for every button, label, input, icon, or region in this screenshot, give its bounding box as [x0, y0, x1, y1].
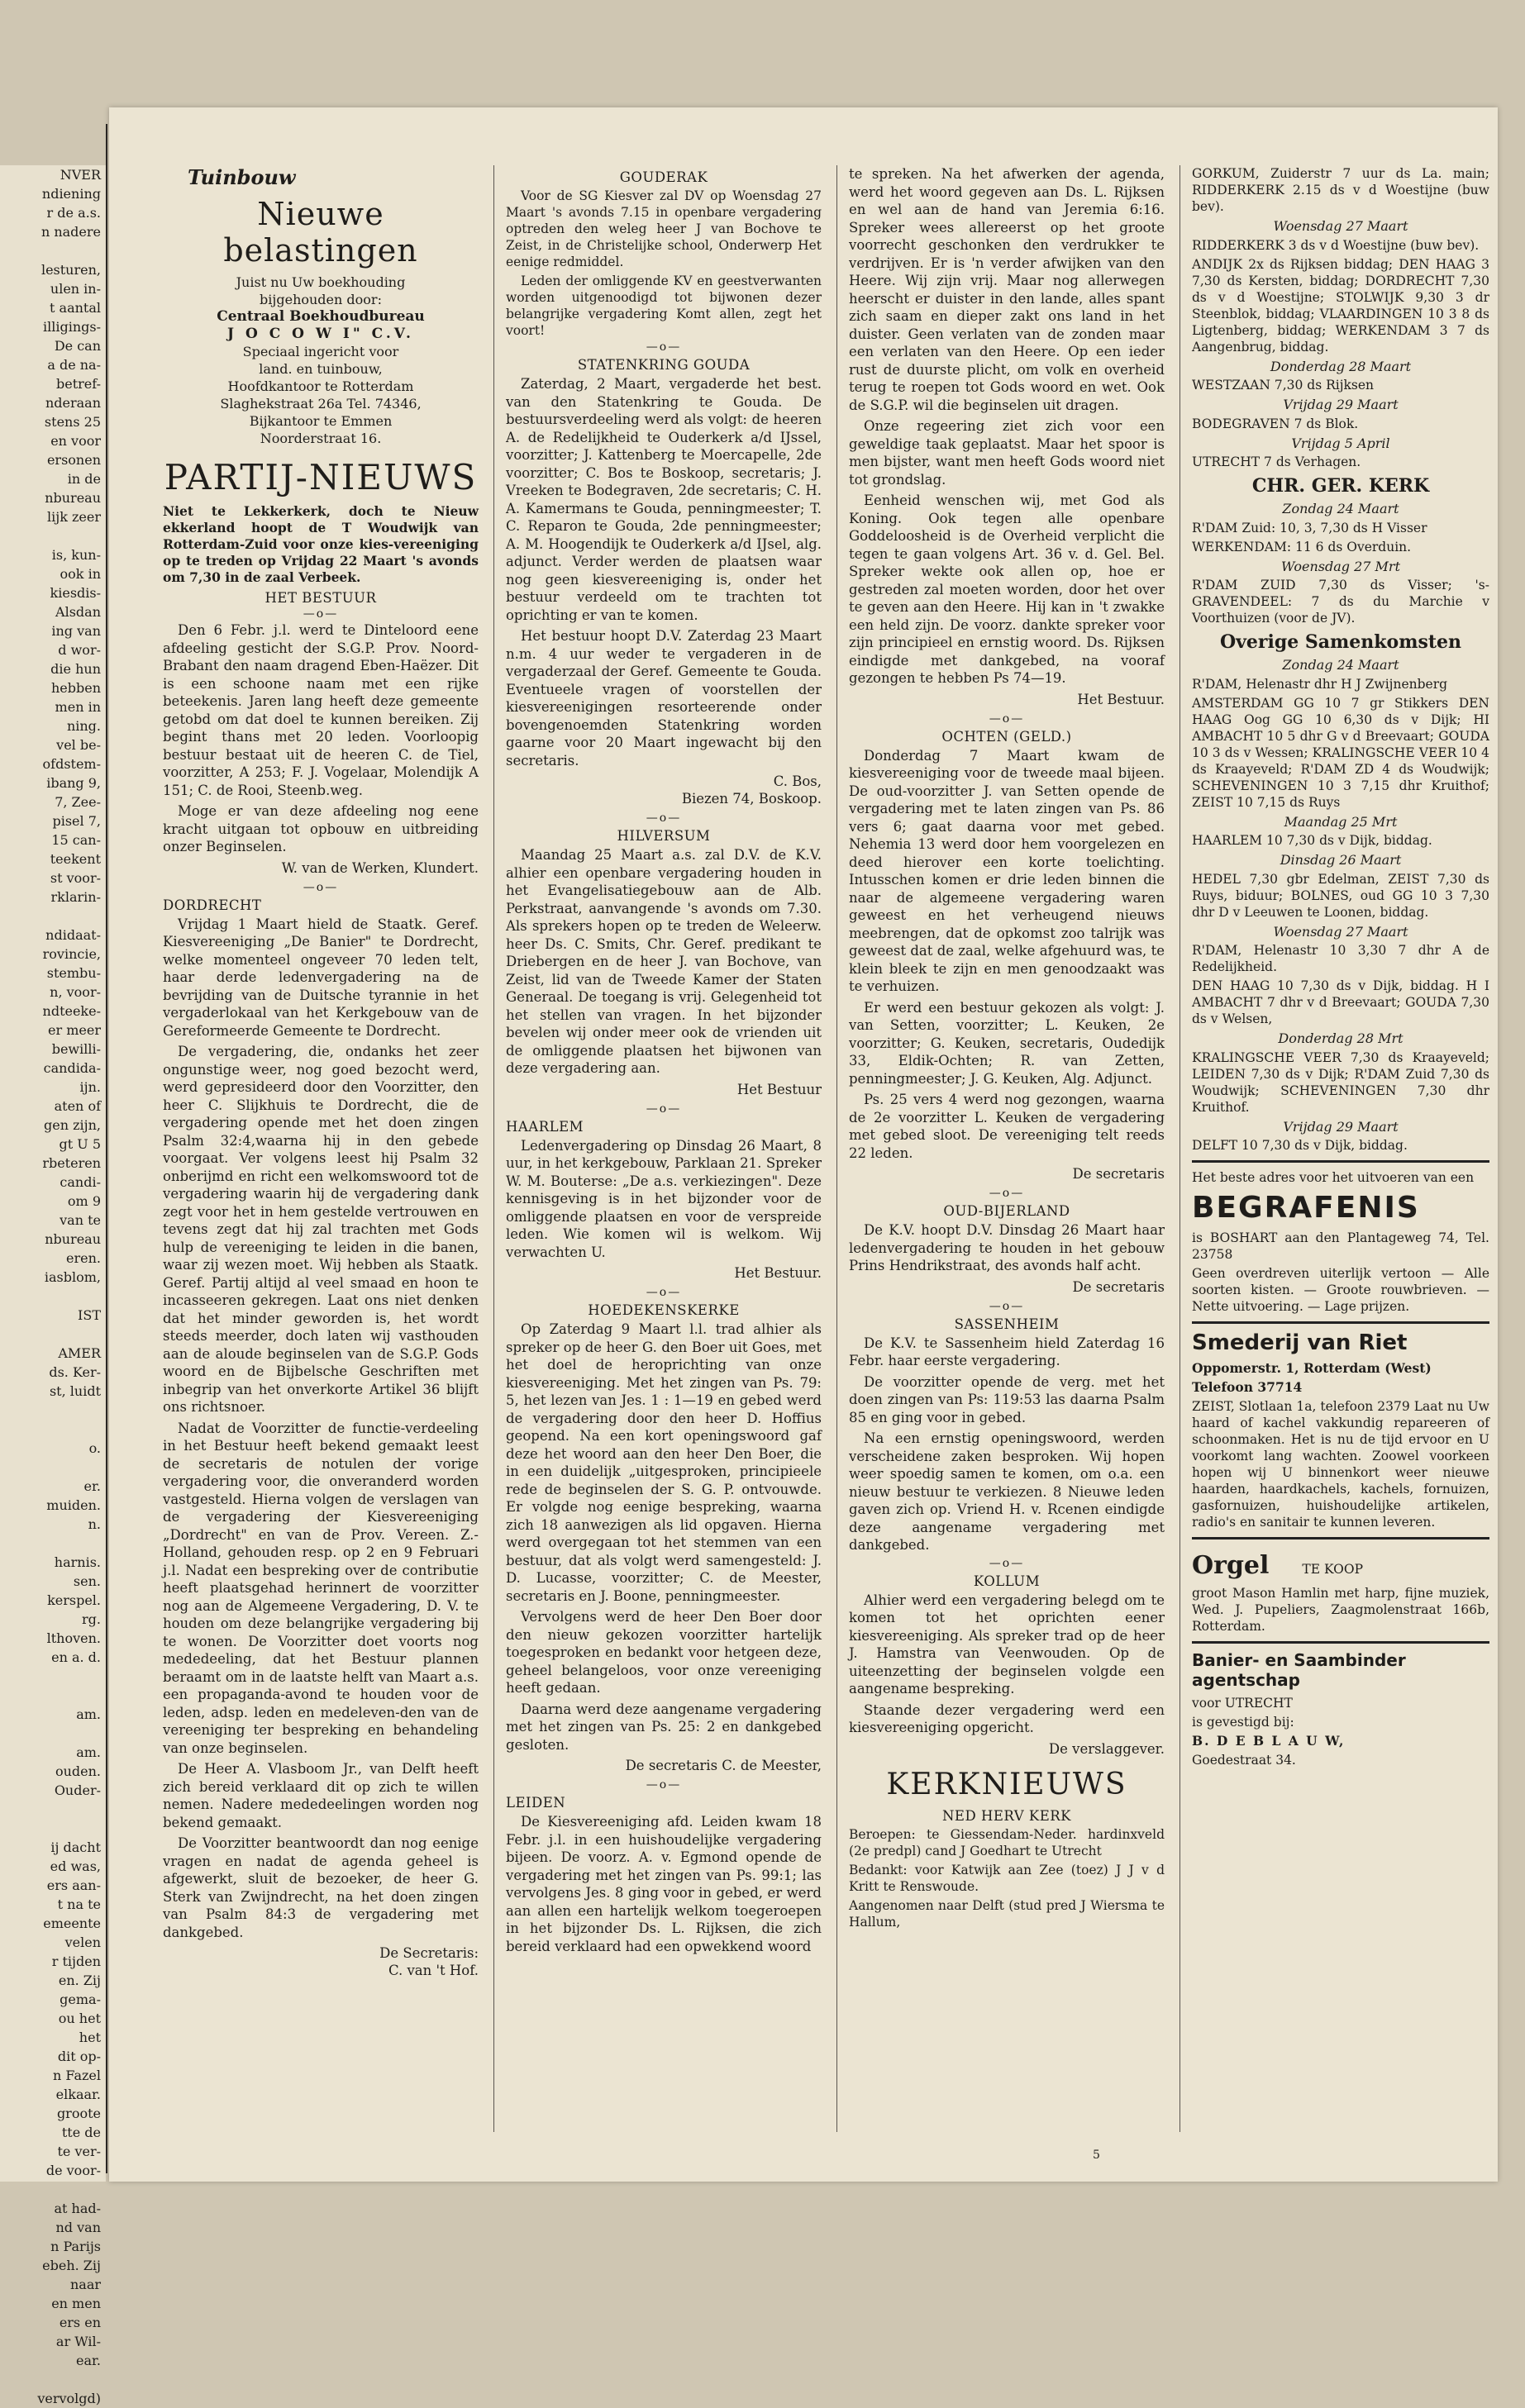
heading-sassenheim: SASSENHEIM	[954, 1316, 1060, 1332]
margin-fragment: sen.	[73, 1573, 101, 1589]
margin-fragment: nbureau	[45, 1231, 101, 1247]
divider	[1192, 1321, 1489, 1324]
margin-fragment: ds. Ker-	[49, 1364, 101, 1380]
margin-fragment: r de a.s.	[46, 205, 101, 221]
margin-fragment: men in	[55, 699, 101, 715]
day-heading: Vrijdag 29 Maart	[1283, 1118, 1399, 1135]
listing-item: R'DAM, Helenastr dhr H J Zwijnenberg	[1192, 676, 1448, 692]
margin-fragment: groote	[56, 2106, 101, 2121]
margin-fragment: candida-	[43, 1060, 101, 1076]
advert-line: bijgehouden door:	[260, 292, 382, 307]
heading-gouderak: GOUDERAK	[619, 169, 708, 185]
listing-item: R'DAM Zuid: 10, 3, 7,30 ds H Visser	[1192, 520, 1427, 535]
article-paragraph: De K.V. hoopt D.V. Dinsdag 26 Maart haar ledenvergadering te houden in het gebouw Prins Hendrikstraat, des avonds half acht.	[849, 1222, 1165, 1273]
margin-fragment: muiden.	[46, 1497, 101, 1513]
listing-item: UTRECHT 7 ds Verhagen.	[1192, 454, 1361, 469]
article-paragraph: Onze regeering ziet zich voor een geweldige taak geplaatst. Maar het spoor is men bijster, want men heeft Gods woord niet tot grondslag.	[849, 418, 1165, 488]
listing-item: R'DAM, Helenastr 10 3,30 7 dhr A de Redelijkheid.	[1192, 943, 1489, 974]
day-heading: Woensdag 27 Maart	[1273, 218, 1408, 234]
margin-fragment: lthoven.	[46, 1630, 101, 1646]
jocow-advert	[163, 274, 479, 447]
article-paragraph: Den 6 Febr. j.l. werd te Dinteloord eene afdeeling gesticht der S.G.P. Prov. Noord-Brabant den naam dragend Eben-Haëzer. Dit is een schoone naam met een rijke beteekenis. Jaren lang heeft deze gemeente getobd om dat doel te kunnen bereiken. Zij begint thans met 20 leden. Voorloopig bestuur bestaat uit de heeren C. de Tiel, voorzitter, A 253; F. J. Vogelaar, Molendijk A 151; C. de Rooi, Steenb.weg.	[163, 622, 479, 798]
advert-line: Speciaal ingericht voor	[242, 344, 399, 359]
margin-fragment: gema-	[60, 1992, 101, 2007]
article-paragraph: Alhier werd een vergadering belegd om te komen tot het oprichten eener kiesvereeniging. Als spreker trad op de heer J. Hamstra van Veenwouden. Op de uiteenzetting der beginselen volgde een aangename bespreking.	[849, 1592, 1165, 1697]
margin-fragment	[0, 1401, 106, 1420]
listing-item: ANDIJK 2x ds Rijksen biddag; DEN HAAG 3 7,30 ds Kersten, biddag; DORDRECHT 7,30 ds v d Woestijne; STOLWIJK 9,30 3 dr Steenblok, biddag; VLAARDINGEN 10 3 8 ds Ligtenberg, biddag; WERKENDAM 3 7 ds Aangenbrug, biddag.	[1192, 256, 1489, 355]
margin-fragment: t na te	[57, 1896, 101, 1912]
listing-item: AMSTERDAM GG 10 7 gr Stikkers DEN HAAG Oog GG 10 6,30 ds v Dijk; HI AMBACHT 10 5 dhr G v d Breevaart; GOUDA 10 3 ds v Wessen; KRALINGSCHE VEER 10 4 ds Kraayeveld; R'DAM ZD 4 ds Woudwijk; SCHEVENINGEN 10 3 7,15 dhr Kruithof; ZEIST 10 7,15 ds Ruys	[1192, 695, 1489, 810]
margin-fragment: te ver-	[57, 2144, 101, 2159]
article-paragraph: De Heer A. Vlasboom Jr., van Delft heeft zich bereid verklaard dit op zich te willen nemen. Nadere mededeelingen worden nog bekend gemaakt.	[163, 1761, 479, 1830]
margin-fragment: NVER	[60, 167, 101, 183]
heading-kollum: KOLLUM	[973, 1573, 1041, 1589]
page-gutter-rule	[106, 124, 107, 2173]
listing-item: BODEGRAVEN 7 ds Blok.	[1192, 416, 1359, 431]
headline-nieuwe-belastingen: Nieuwe belastingen	[223, 196, 418, 269]
advert-text: B. D E B L A U W,	[1192, 1733, 1346, 1749]
margin-fragment: in de	[67, 471, 101, 487]
article-paragraph: Leden der omliggende KV en geestverwanten worden uitgenoodigd tot bijwonen dezer belangrijke vergadering Komt allen, zegt het voort!	[506, 274, 822, 338]
margin-fragment: naar	[69, 2277, 101, 2292]
margin-fragment: IST	[78, 1307, 101, 1323]
margin-fragment: at had-	[54, 2201, 101, 2216]
article-paragraph: Het bestuur hoopt D.V. Zaterdag 23 Maart n.m. 4 uur weder te vergaderen in de vergaderzaal der Geref. Gemeente te Gouda. Eventueele vragen of voorstellen der kiesvereenigingen resorteerende onder bovengenoemden Statenkring worden gaarne voor 20 Maart ingewacht bij den secretaris.	[506, 628, 822, 769]
margin-fragment: De can	[54, 338, 101, 354]
heading-ned-herv-kerk: NED HERV KERK	[941, 1807, 1071, 1824]
notice-signature: HET BESTUUR	[264, 590, 377, 606]
margin-fragment: ouden.	[55, 1763, 101, 1779]
margin-fragment: ning.	[66, 718, 101, 734]
heading-statenkring-gouda: STATENKRING GOUDA	[577, 357, 751, 373]
separator: —o—	[646, 1778, 682, 1792]
listing-item: RIDDERKERK 3 ds v d Woestijne (buw bev).	[1192, 237, 1480, 253]
margin-fragment	[0, 907, 106, 926]
listing-item: KRALINGSCHE VEER 7,30 ds Kraayeveld; LEIDEN 7,30 ds v Dijk; R'DAM Zuid 7,30 ds Woudwijk; SCHEVENINGEN 7,30 dhr Kruithof.	[1192, 1049, 1489, 1115]
article-paragraph: Voor de SG Kiesver zal DV op Woensdag 27 Maart 's avonds 7.15 in openbare vergadering optreden den weleg heer J van Bochove te Zeist, in de Christelijke school, Onderwerp Het eenige redmiddel.	[506, 188, 822, 269]
day-heading: Woensdag 27 Maart	[1273, 923, 1408, 940]
begrafenis-intro: Het beste adres voor het uitvoeren van een	[1192, 1170, 1475, 1185]
margin-fragment: ndteeke-	[42, 1003, 101, 1019]
advert-orgel-header	[1192, 1546, 1489, 1585]
separator: —o—	[989, 1187, 1025, 1200]
margin-fragment: a de na-	[47, 357, 101, 373]
column-rule	[836, 165, 837, 2132]
column-2	[506, 165, 822, 2140]
advert-text: groot Mason Hamlin met harp, fijne muziek, Wed. J. Pupeliers, Zaagmolenstraat 166b, Rotterdam.	[1192, 1586, 1489, 1634]
listing-item: GORKUM, Zuiderstr 7 uur ds La. main; RIDDERKERK 2.15 ds v d Woestijne (buw bev).	[1192, 166, 1489, 214]
advert-banier-title: Banier- en Saambinder agentschap	[1192, 1650, 1406, 1690]
heading-hoedekenskerke: HOEDEKENSKERKE	[588, 1302, 740, 1318]
column-3	[849, 165, 1165, 2140]
previous-page-edge	[0, 165, 106, 2406]
article-signature: De Secretaris:	[379, 1945, 479, 1961]
margin-fragment: illigings-	[43, 319, 101, 335]
article-paragraph: Eenheid wenschen wij, met God als Koning. Ook tegen alle openbare Goddeloosheid is de Overheid verplicht die tegen te gaan volgens Art. 36 v. d. Gel. Bel. Spreker wekte ook allen op, hoe er gestreden zal moeten worden, door het over te geven aan den Heere. Hij kan in 't zwakke een held zijn. De voorz. dankte spreker voor zijn principieel en ernstig woord. Ds. Rijksen eindigde met dankgebed, na vooraf gezongen te hebben Ps 74—19.	[849, 493, 1165, 686]
article-signature: De secretaris	[1072, 1166, 1165, 1182]
margin-fragment	[0, 2180, 106, 2199]
heading-overige-samenkomsten: Overige Samenkomsten	[1219, 631, 1462, 653]
article-signature: W. van de Werken, Klundert.	[281, 859, 479, 876]
margin-fragment: teekent	[50, 851, 101, 867]
kicker-tuinbouw: Tuinbouw	[188, 165, 296, 189]
margin-fragment: betref-	[55, 376, 101, 392]
margin-fragment: ofdstem-	[42, 756, 101, 772]
article-paragraph: De vergadering, die, ondanks het zeer ongunstige weer, nog goed bezocht werd, werd gepresideerd door den Voorzitter, den heer C. Slijkhuis te Dordrecht, die de vergadering opende met het doen zingen Psalm 32:4,waarna hij in den gebede voorgaat. Ver volgens leest hij Psalm 32 onberijmd en richt een welkomswoord tot de vergadering waarin hij de vergadering dank zegt voor het in hem gestelde vertrouwen en tevens zegt dat hij zal trachten met Gods hulp de vereeniging te leiden in die banen, waar zij wezen moet. Wij hebben als Staatk. Geref. Partij altijd al veel smaad en hoon te incasseeren gekregen. Laat ons niet denken dat het minder geworden is, het wordt steeds meerder, doch laten wij vasthouden aan de aloude beginselen van de S.G.P. Gods woord en de Bijbelsche Geschriften met inbegrip van het onverkorte Artikel 36 blijft ons richtsnoer.	[163, 1044, 479, 1415]
article-signature: C. Bos,	[773, 773, 822, 789]
margin-fragment: tte de	[61, 2125, 101, 2140]
margin-fragment: n Fazel	[53, 2068, 101, 2083]
article-signature: Biezen 74, Boskoop.	[681, 791, 822, 807]
article-signature: Het Bestuur.	[734, 1265, 822, 1281]
article-paragraph: Daarna werd deze aangename vergadering met het zingen van Ps. 25: 2 en dankgebed gesloten.	[506, 1701, 822, 1753]
margin-fragment: velen	[64, 1934, 101, 1950]
margin-fragment	[0, 2370, 106, 2389]
margin-fragment: n Parijs	[50, 2239, 101, 2254]
advert-line: Hoofdkantoor te Rotterdam	[227, 378, 414, 394]
margin-fragment: eren.	[66, 1250, 101, 1266]
advert-line: Juist nu Uw boekhouding	[236, 274, 406, 290]
listing-item: HEDEL 7,30 gbr Edelman, ZEIST 7,30 ds Ruys, biduur; BOLNES, oud GG 10 3 7,30 dhr D v Leeuwen te Loonen, biddag.	[1192, 871, 1489, 920]
margin-fragment: r tijden	[51, 1954, 101, 1969]
column-4	[1192, 165, 1489, 2140]
separator: —o—	[646, 1286, 682, 1299]
newspaper-page	[109, 107, 1498, 2182]
margin-fragment	[0, 1325, 106, 1344]
margin-fragment	[0, 241, 106, 260]
margin-fragment: het	[79, 2030, 101, 2045]
margin-fragment: ers en	[59, 2315, 101, 2330]
advert-text: is BOSHART aan den Plantageweg 74, Tel. 23758	[1192, 1230, 1489, 1262]
article-paragraph: Op Zaterdag 9 Maart l.l. trad alhier als spreker op de heer G. den Boer uit Goes, met het doel de heroprichting van onze kiesvereeniging. Met het zingen van Ps. 79: 5, het lezen van Jes. 1 : 1—19 en gebed werd de vergadering door den heer D. Hoffius geopend. Na een kort openingswoord gaf deze het woord aan den heer Den Boer, die in een duidelijk „uitgesproken, principieele rede de beginselen der S. G. P. ontvouwde. Er volgde nog eenige bespreking, waarna zich 18 aanwezigen als lid opgaven. Hierna werd overgegaan tot het stemmen van een bestuur, dat als volgt werd samengesteld: J. D. Lucasse, voorzitter; C. de Meester, secretaris en J. Boone, penningmeester.	[506, 1321, 822, 1604]
article-signature: De secretaris	[1072, 1278, 1165, 1295]
article-paragraph: De K.V. te Sassenheim hield Zaterdag 16 Febr. haar eerste vergadering.	[849, 1335, 1165, 1368]
article-paragraph: Ps. 25 vers 4 werd nog gezongen, waarna de 2e voorzitter L. Keuken de vergadering met gebed sloot. De vereeniging telt reeds 22 leden.	[849, 1092, 1165, 1161]
heading-dordrecht: DORDRECHT	[163, 897, 262, 913]
notice-text: Niet te Lekkerkerk, doch te Nieuw ekkerland hoopt de T Woudwijk van Rotterdam-Zuid voor onze kies-vereeniging op te treden op Vrijdag 22 Maart 's avonds om 7,30 in de zaal Verbeek.	[163, 503, 479, 585]
article-paragraph: Donderdag 7 Maart kwam de kiesvereeniging voor de tweede maal bijeen. De oud-voorzitter J. van Setten opende de vergadering met te laten zingen van Ps. 86 vers 6; gaat daarna voor met gebed. Nehemia 13 werd door hem voorgelezen en deed hierover een korte toelichting. Intusschen komen er drie leden binnen die naar de algemeene vergadering waren geweest en het verheugend nieuws meebrengen, dat de opkomst zoo talrijk was geweest dat de zaal, welke afgehuurd was, te klein bleek te zijn en men genoodzaakt was te verhuizen.	[849, 747, 1165, 994]
margin-fragment: ook in	[60, 566, 101, 582]
margin-fragment: vel be-	[56, 737, 101, 753]
divider	[1192, 1537, 1489, 1540]
article-paragraph: Nadat de Voorzitter de functie-verdeeling in het Bestuur heeft bekend gemaakt leest de secretaris de notulen der vorige vergadering voor, die onveranderd worden vastgesteld. Hierna volgen de verslagen van de vergadering der Kiesvereeniging „Dordrecht" en van de Prov. Vereen. Z.-Holland, gehouden resp. op 2 en 9 Februari j.l. Nadat een bespreking over de contributie heeft plaatsgehad herinnert de voorzitter nog aan de Algemeene Vergadering, D. V. te houden om deze belangrijke vergadering bij te wonen. De Voorzitter doet voorts nog mededeeling, dat het Bestuur plannen beraamt om in de laatste helft van Maart a.s. een propaganda-avond te houden voor de leden, adsp. leden en medeleven-den van de vereeniging ter bespreking en behandeling van onze beginselen.	[163, 1420, 479, 1756]
margin-fragment: lesturen,	[41, 262, 101, 278]
margin-fragment: en a. d.	[51, 1649, 101, 1665]
margin-fragment: n nadere	[41, 224, 101, 240]
column-rule	[1179, 165, 1180, 2132]
margin-fragment	[0, 1819, 106, 1838]
advert-line: Slaghekstraat 26a Tel. 74346,	[220, 396, 422, 412]
heading-haarlem: HAARLEM	[506, 1118, 584, 1135]
article-paragraph: De voorzitter opende de verg. met het doen zingen van Ps: 119:53 las daarna Psalm 85 en ging voor in gebed.	[849, 1373, 1165, 1425]
margin-fragment: ijn.	[79, 1079, 101, 1095]
margin-fragment: vervolgd)	[37, 2391, 101, 2406]
margin-fragment: lijk zeer	[47, 509, 101, 525]
margin-fragment	[0, 1458, 106, 1477]
article-signature: De verslaggever.	[1048, 1740, 1165, 1757]
separator: —o—	[303, 607, 339, 621]
margin-fragment	[0, 1287, 106, 1306]
margin-fragment: emeente	[43, 1915, 101, 1931]
day-heading: Vrijdag 5 April	[1291, 435, 1390, 451]
advert-text: is gevestigd bij:	[1192, 1715, 1294, 1730]
margin-fragment: hebben	[50, 680, 101, 696]
margin-fragment: en men	[51, 2296, 101, 2311]
margin-fragment: n, voor-	[50, 984, 101, 1000]
listing-item: R'DAM ZUID 7,30 ds Visser; 's-GRAVENDEEL: 7 ds du Marchie v Voorthuizen (voor de JV).	[1192, 578, 1489, 626]
advert-text: Goedestraat 34.	[1192, 1753, 1296, 1768]
margin-fragment: om 9	[67, 1193, 101, 1209]
margin-fragment: die hun	[50, 661, 101, 677]
margin-fragment: rklarin-	[50, 889, 101, 905]
margin-fragment: dit op-	[57, 2049, 101, 2064]
page-number: 5	[1093, 2149, 1100, 2162]
separator: —o—	[646, 811, 682, 825]
article-paragraph: Staande dezer vergadering werd een kiesvereeniging opgericht.	[849, 1701, 1165, 1735]
separator: —o—	[989, 711, 1025, 726]
article-paragraph: Ledenvergadering op Dinsdag 26 Maart, 8 uur, in het kerkgebouw, Parklaan 21. Spreker W. M. Bouterse: „De a.s. verkiezingen". Deze kennisgeving is in het bijzonder voor de omliggende plaatsen en voor de verspreide leden. Wie komen wil is welkom. Wij verwachten U.	[506, 1137, 822, 1260]
margin-fragment: o.	[88, 1440, 101, 1456]
margin-fragment: kiesdis-	[50, 585, 101, 601]
margin-fragment: er.	[83, 1478, 101, 1494]
margin-fragment: Alsdan	[55, 604, 101, 620]
margin-fragment: gen zijn,	[44, 1117, 101, 1133]
margin-fragment: rg.	[82, 1611, 101, 1627]
advert-line: J O C O W I" C.V.	[227, 326, 414, 342]
margin-fragment: ear.	[76, 2353, 101, 2368]
margin-fragment: st, luidt	[49, 1383, 101, 1399]
column-1	[163, 165, 479, 2140]
article-paragraph: Moge er van deze afdeeling nog eene kracht uitgaan tot opbouw en uitbreiding onzer Beginselen.	[163, 803, 479, 854]
margin-fragment: van te	[60, 1212, 101, 1228]
margin-fragment: de voor-	[45, 2163, 101, 2178]
article-signature: C. van 't Hof.	[388, 1963, 479, 1978]
heading-oud-bijerland: OUD-BIJERLAND	[943, 1203, 1070, 1219]
separator: —o—	[989, 1299, 1025, 1313]
separator: —o—	[989, 1556, 1025, 1570]
advert-text: Geen overdreven uiterlijk vertoon — Alle soorten kisten. — Groote rouwbrieven. — Nette uitvoering. — Lage prijzen.	[1192, 1266, 1489, 1314]
article-paragraph: Na een ernstig openingswoord, werden verscheidene zaken besproken. Wij hopen weer spoedig samen te komen, om o.a. een nieuw bestuur te verkiezen. 8 Nieuwe leden gaven zich op. Vriend H. v. Rcenen eindigde deze aangename vergadering met dankgebed.	[849, 1430, 1165, 1553]
margin-fragment	[0, 1800, 106, 1819]
margin-fragment: st voor-	[50, 870, 101, 886]
margin-fragment: kerspel.	[47, 1592, 101, 1608]
section-kerknieuws: KERKNIEUWS	[886, 1767, 1127, 1801]
article-paragraph: De Voorzitter beantwoordt dan nog eenige vragen en nadat de agenda geheel is afgewerkt, sluit de bezoeker, de heer G. Sterk van Zwijndrecht, na het doen zingen van Psalm 84:3 de vergadering met dankgebed.	[163, 1835, 479, 1940]
margin-fragment	[0, 1420, 106, 1439]
margin-fragment	[0, 1686, 106, 1705]
day-heading: Maandag 25 Mrt	[1284, 813, 1398, 830]
divider	[1192, 1160, 1489, 1163]
margin-fragment: aten of	[54, 1098, 101, 1114]
margin-fragment: stens 25	[44, 414, 101, 430]
advert-orgel-title: Orgel	[1192, 1551, 1270, 1580]
margin-fragment: ou het	[58, 2011, 101, 2026]
margin-fragment: iasblom,	[44, 1269, 101, 1285]
article-signature: Het Bestuur	[736, 1081, 822, 1097]
day-heading: Donderdag 28 Mrt	[1278, 1030, 1403, 1046]
margin-fragment: nd van	[55, 2220, 101, 2235]
section-partij-nieuws: PARTIJ-NIEUWS	[164, 457, 478, 497]
margin-fragment: ndidaat-	[45, 927, 101, 943]
listing-item: WERKENDAM: 11 6 ds Overduin.	[1192, 539, 1412, 554]
margin-fragment: candi-	[60, 1174, 101, 1190]
margin-fragment	[0, 1724, 106, 1743]
margin-fragment: ar Wil-	[55, 2334, 101, 2349]
separator: —o—	[646, 340, 682, 354]
church-news-item: Beroepen: te Giessendam-Neder. hardinxveld (2e predpl) cand J Goedhart te Utrecht	[849, 1826, 1165, 1858]
margin-fragment: n.	[88, 1516, 101, 1532]
margin-fragment: bewilli-	[51, 1041, 101, 1057]
margin-fragment: am.	[76, 1706, 101, 1722]
article-signature: Het Bestuur.	[1077, 691, 1165, 707]
margin-fragment: gt U 5	[59, 1136, 101, 1152]
margin-fragment: Ouder-	[54, 1782, 101, 1798]
margin-fragment: d wor-	[58, 642, 101, 658]
heading-hilversum: HILVERSUM	[617, 828, 711, 844]
church-news-item: Aangenomen naar Delft (stud pred J Wiersma te Hallum,	[849, 1897, 1165, 1930]
margin-fragment: ers aan-	[46, 1877, 101, 1893]
day-heading: Zondag 24 Maart	[1282, 501, 1399, 516]
article-signature: De secretaris C. de Meester,	[625, 1758, 822, 1773]
margin-fragment	[0, 1534, 106, 1553]
margin-fragment: en. Zij	[58, 1973, 101, 1988]
margin-fragment: harnis.	[54, 1554, 101, 1570]
column-rule	[493, 165, 494, 2132]
margin-fragment: AMER	[58, 1345, 101, 1361]
margin-fragment	[0, 526, 106, 545]
listing-item: DEN HAAG 10 7,30 ds v Dijk, biddag. H I AMBACHT 7 dhr v d Breevaart; GOUDA 7,30 ds v Welsen,	[1192, 978, 1489, 1026]
margin-fragment: t aantal	[50, 300, 101, 316]
heading-chr-ger-kerk: CHR. GER. KERK	[1251, 475, 1430, 497]
margin-fragment: nbureau	[45, 490, 101, 506]
separator: —o—	[646, 1102, 682, 1116]
article-paragraph: te spreken. Na het afwerken der agenda, werd het woord gegeven aan Ds. L. Rijksen en wel aan de hand van Jeremia 6:16. Spreker wees allereerst op het groote voorrecht geschonken den verdrukker te verdrijven. Er is 'n verder afwijken van den Heere. Wij zijn vrij. Maar nog allerwegen heerscht er duister in den lande, alles spant zich saam en dieper zakt ons land in het duister. Geen verlaten van de zonden maar een verlaten van den Heere. Op een ieder rust de duurste plicht, om volk en overheid terug te roepen tot Gods woord en wet. Ook de S.G.P. wil die beginselen uit dragen.	[849, 166, 1165, 413]
article-paragraph: Zaterdag, 2 Maart, vergaderde het best. van den Statenkring te Gouda. De bestuursverdeeling werd als volgt: de heeren A. de Redelijkheid te Ouderkerk a/d IJssel, voorzitter; J. Kattenberg te Moercapelle, 2de voorzitter; C. Bos te Boskoop, secretaris; J. Vreeken te Bodegraven, 2de secretaris; C. H. A. Kamermans te Gouda, penningmeester; T. C. Reparon te Gouda, 2de penningmeester; A. M. Hoogendijk te Ouderkerk a/d IJsel, alg. adjunct. Verder werden de plaatsen waar nog geen kiesvereeniging is, onder het bestuur verdeeld om te trachten tot oprichting er van te komen.	[506, 376, 822, 623]
advert-orgel-te-koop: TE KOOP	[1302, 1562, 1363, 1577]
margin-fragment: 15 can-	[51, 832, 101, 848]
day-heading: Vrijdag 29 Maart	[1283, 397, 1399, 412]
church-news-item: Bedankt: voor Katwijk aan Zee (toez) J J v d Kritt te Renswoude.	[849, 1862, 1165, 1894]
margin-fragment: 7, Zee-	[55, 794, 101, 810]
advert-line: Noorderstraat 16.	[260, 431, 382, 446]
advert-text: voor UTRECHT	[1192, 1696, 1293, 1711]
divider	[1192, 1641, 1489, 1644]
separator: —o—	[303, 880, 339, 894]
listing-item: HAARLEM 10 7,30 ds v Dijk, biddag.	[1192, 833, 1432, 848]
listing-item: DELFT 10 7,30 ds v Dijk, biddag.	[1192, 1138, 1408, 1153]
heading-ochten: OCHTEN (GELD.)	[941, 728, 1072, 745]
advert-text: ZEIST, Slotlaan 1a, telefoon 2379 Laat nu Uw haard of kachel vakkundig repareeren of schoonmaken. Het is nu de tijd ervoor en U voorkomt lang wachten. Zoowel voorkeen hopen wij U binnenkort weer nieuwe haarden, haardkachels, kachels, fornuizen, gasfornuizen, huishoudelijke artikelen, radio's en sanitair te kunnen leveren.	[1192, 1399, 1489, 1530]
margin-fragment: ulen in-	[50, 281, 101, 297]
margin-fragment: er meer	[48, 1022, 101, 1038]
margin-fragment: elkaar.	[55, 2087, 101, 2102]
heading-leiden: LEIDEN	[506, 1795, 566, 1811]
margin-fragment: ed was,	[50, 1858, 101, 1874]
margin-fragment: ersonen	[46, 452, 101, 468]
margin-fragment: am.	[76, 1744, 101, 1760]
advert-line: Centraal Boekhoudbureau	[217, 308, 425, 325]
article-paragraph: Vervolgens werd de heer Den Boer door den nieuw gekozen voorzitter hartelijk toegesproken en bedankt voor hetgeen deze, geheel belangeloos, voor onze vereeniging heeft gedaan.	[506, 1609, 822, 1696]
advert-line: Bijkantoor te Emmen	[249, 413, 393, 429]
advert-text: Oppomerstr. 1, Rotterdam (West)	[1192, 1360, 1432, 1376]
margin-fragment: ebeh. Zij	[42, 2258, 101, 2273]
margin-fragment: en voor	[50, 433, 101, 449]
margin-fragment: ibang 9,	[46, 775, 101, 791]
margin-fragment: is, kun-	[51, 547, 101, 563]
margin-fragment: ij dacht	[50, 1839, 101, 1855]
advert-begrafenis-title: BEGRAFENIS	[1192, 1191, 1420, 1225]
article-paragraph: Vrijdag 1 Maart hield de Staatk. Geref. Kiesvereeniging „De Banier" te Dordrecht, welke momenteel ongeveer 70 leden telt, haar derde ledenvergadering na de bevrijding van de Duitsche tyrannie in het vergaderlokaal van het Kerkgebouw van de Gereformeerde Gemeente te Dordrecht.	[163, 916, 479, 1039]
article-paragraph: Maandag 25 Maart a.s. zal D.V. de K.V. alhier een openbare vergadering houden in het Evangelisatiegebouw aan de Alb. Perkstraat, aanvangende 's avonds om 7.30. Als sprekers hopen op te treden de Weleerw. heer Ds. C. Smits, Chr. Geref. predikant te Driebergen en de heer J. van Bochove, van Zeist, lid van de Tweede Kamer der Staten Generaal. De toegang is vrij. Gelegenheid tot het stellen van vragen. In het bijzonder bevelen wij onder meer ook de vrienden uit de omliggende plaatsen het bijwonen van deze vergadering aan.	[506, 847, 822, 1076]
advert-line: land. en tuinbouw,	[259, 361, 383, 377]
margin-fragment: nderaan	[45, 395, 101, 411]
article-paragraph: De Kiesvereeniging afd. Leiden kwam 18 Febr. j.l. in een huishoudelijke vergadering bijeen. De voorz. A. v. Egmond opende de vergadering met het zingen van Ps. 99:1; las vervolgens Jes. 8 ging voor in gebed, er werd aan allen een hartelijk welkom toegeroepen in het bijzonder Ds. L. Rijksen, die zich bereid verklaard had een opwekkend woord	[506, 1814, 822, 1954]
day-heading: Zondag 24 Maart	[1282, 657, 1399, 673]
day-heading: Woensdag 27 Mrt	[1281, 558, 1400, 574]
article-paragraph: Er werd een bestuur gekozen als volgt: J. van Setten, voorzitter; L. Keuken, 2e voorzitter; G. Keuken, secretaris, Oudedijk 33, Eldik-Ochten; R. van Zetten, penningmeester; J. G. Keuken, Alg. Adjunct.	[849, 999, 1165, 1087]
margin-fragment: rbeteren	[42, 1155, 101, 1171]
margin-fragment	[0, 1667, 106, 1686]
advert-smederij-title: Smederij van Riet	[1192, 1330, 1408, 1355]
margin-fragment: rovincie,	[42, 946, 101, 962]
day-heading: Dinsdag 26 Maart	[1280, 852, 1402, 868]
advert-text: Telefoon 37714	[1192, 1379, 1303, 1395]
listing-item: WESTZAAN 7,30 ds Rijksen	[1192, 378, 1375, 393]
margin-fragment: ing van	[51, 623, 101, 639]
margin-fragment: ndiening	[41, 186, 101, 202]
margin-fragment: pisel 7,	[52, 813, 101, 829]
day-heading: Donderdag 28 Maart	[1270, 358, 1412, 374]
margin-fragment: stembu-	[46, 965, 101, 981]
